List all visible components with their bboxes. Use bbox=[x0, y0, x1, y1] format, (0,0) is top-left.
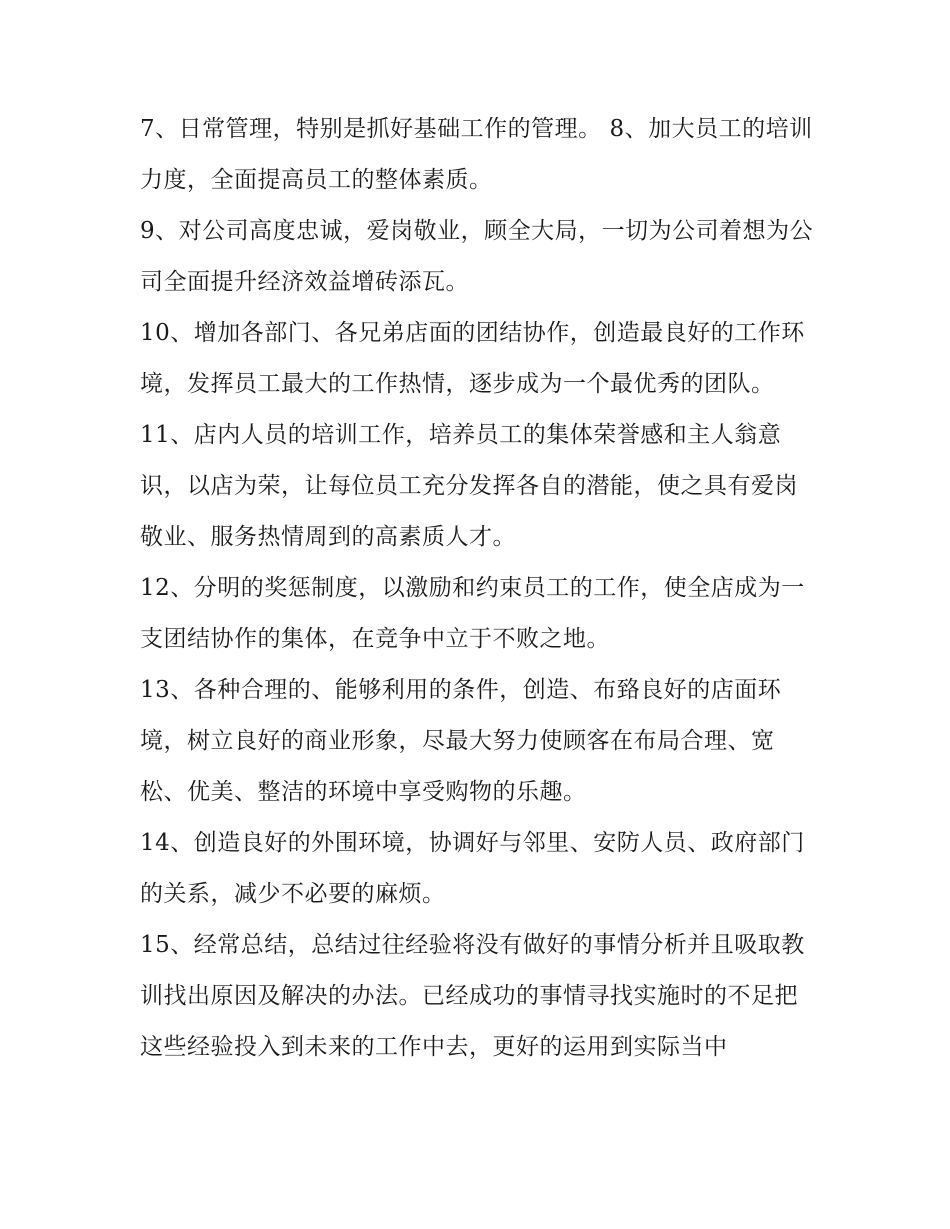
paragraph-item-10: 10、增加各部门、各兄弟店面的团结协作，创造最良好的工作环境，发挥员工最大的工作热情，逐步成为一个最优秀的团队。 bbox=[140, 320, 805, 397]
paragraph-item-15: 15、经常总结，总结过往经验将没有做好的事情分析并且吸取教训找出原因及解决的办法。已经成功的事情寻找实施时的不足把这些经验投入到未来的工作中去，更好的运用到实际当中 bbox=[140, 932, 805, 1060]
paragraph-item-14: 14、创造良好的外围环境，协调好与邻里、安防人员、政府部门的关系，减少不必要的麻烦。 bbox=[140, 830, 805, 907]
paragraph-item-12: 12、分明的奖惩制度，以激励和约束员工的工作，使全店成为一支团结协作的集体，在竞争中立于不败之地。 bbox=[140, 575, 805, 652]
paragraph-item-9: 9、对公司高度忠诚，爱岗敬业，顾全大局，一切为公司着想为公司全面提升经济效益增砖添瓦。 bbox=[140, 218, 814, 295]
paragraph-item-7-8: 7、日常管理，特别是抓好基础工作的管理。 8、加大员工的培训力度，全面提高员工的整体素质。 bbox=[140, 116, 813, 193]
paragraph-item-11: 11、店内人员的培训工作，培养员工的集体荣誉感和主人翁意识，以店为荣，让每位员工充分发挥各自的潜能，使之具有爱岗敬业、服务热情周到的高素质人才。 bbox=[140, 422, 798, 550]
paragraph-item-13: 13、各种合理的、能够利用的条件，创造、布臵良好的店面环境，树立良好的商业形象，尽最大努力使顾客在布局合理、宽松、优美、整洁的环境中享受购物的乐趣。 bbox=[140, 677, 782, 805]
document-body bbox=[140, 104, 820, 1073]
